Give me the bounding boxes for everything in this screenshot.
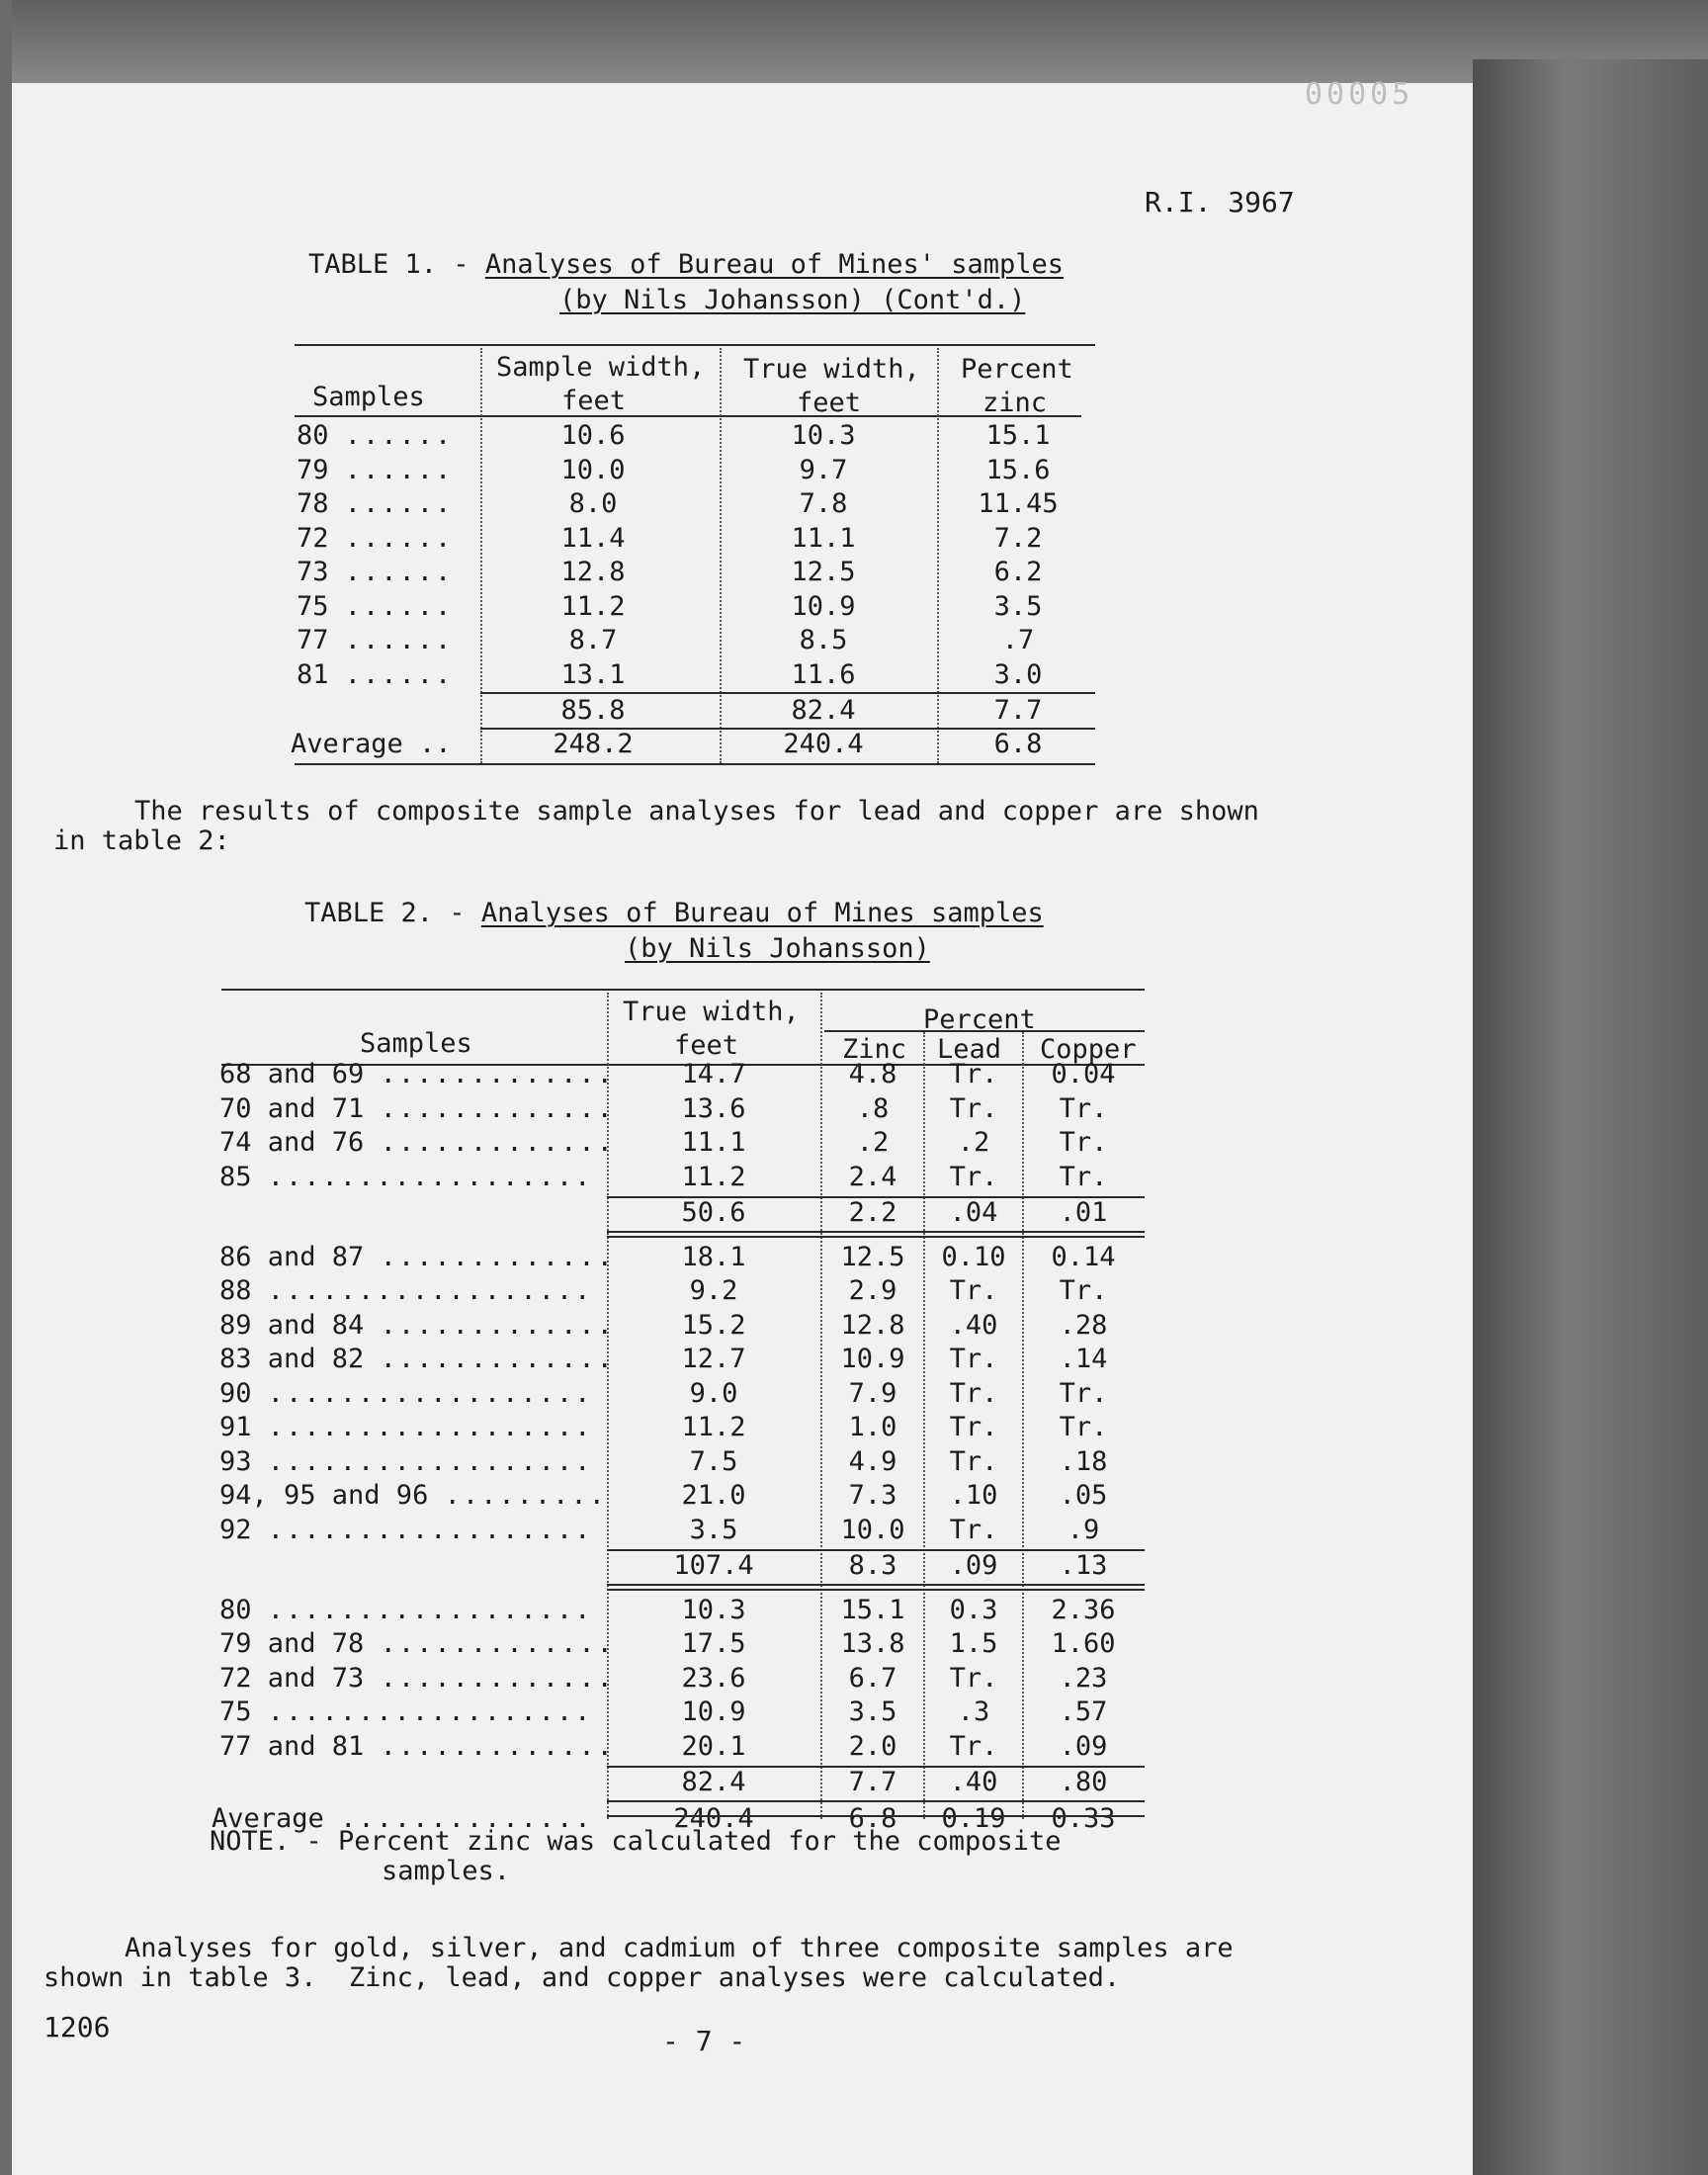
leader-dots: ............. bbox=[380, 1127, 615, 1158]
sample-label bbox=[297, 487, 453, 521]
table-row bbox=[0, 1241, 1186, 1274]
true-width-cell: 12.7 bbox=[681, 1344, 746, 1374]
leader-dots: ...... bbox=[344, 522, 454, 554]
zinc-cell: 7.2 bbox=[993, 522, 1043, 554]
sample-number: 92 bbox=[219, 1514, 252, 1545]
sample-number: 77 and 81 bbox=[219, 1730, 365, 1762]
report-id: R.I. 3967 bbox=[1145, 186, 1295, 218]
sample-label bbox=[297, 624, 453, 657]
subtotal-row bbox=[0, 1766, 1186, 1799]
lead-cell: Tr. bbox=[949, 1662, 998, 1694]
subtotal-lead-cell: .04 bbox=[949, 1197, 998, 1228]
table1-header-true-width: True width, bbox=[743, 354, 920, 385]
zinc-cell: 10.9 bbox=[840, 1344, 905, 1374]
table1-title bbox=[308, 249, 1064, 280]
sample-number: 86 and 87 bbox=[219, 1241, 365, 1272]
true-width-cell: 10.3 bbox=[791, 420, 856, 451]
zinc-cell: .7 bbox=[1001, 625, 1035, 655]
leader-dots: ............. bbox=[380, 1730, 615, 1762]
table-row bbox=[0, 556, 1186, 589]
leader-dots: ...... bbox=[344, 590, 454, 622]
sample-label bbox=[219, 1445, 592, 1479]
table1-header-sample-width-unit: feet bbox=[561, 386, 627, 416]
sample-label bbox=[297, 454, 453, 487]
sample-number: 89 and 84 bbox=[219, 1309, 365, 1341]
true-width-cell: 9.0 bbox=[689, 1377, 738, 1409]
subtotal-true-width-cell: 50.6 bbox=[681, 1197, 746, 1228]
table-row bbox=[0, 522, 1186, 556]
sample-number: 70 and 71 bbox=[219, 1092, 365, 1124]
table-row bbox=[0, 624, 1186, 657]
sample-label bbox=[297, 590, 453, 624]
table-row bbox=[0, 1594, 1186, 1627]
table1-header-rule bbox=[295, 415, 1081, 417]
copper-cell: Tr. bbox=[1059, 1092, 1108, 1124]
table-row bbox=[0, 1696, 1186, 1729]
table-row bbox=[0, 487, 1186, 521]
lead-cell: Tr. bbox=[949, 1344, 998, 1374]
sample-number: 88 bbox=[219, 1275, 252, 1306]
sample-number: 72 bbox=[297, 522, 329, 554]
sample-width-cell: 10.6 bbox=[560, 420, 626, 451]
sample-label bbox=[219, 1411, 592, 1444]
leader-dots: .................. bbox=[267, 1514, 593, 1545]
table-row bbox=[0, 1058, 1186, 1091]
table2-note-line1: NOTE. - Percent zinc was calculated for the composite bbox=[210, 1826, 1062, 1857]
table-row bbox=[0, 1377, 1186, 1411]
table1-subtotal-zinc: 7.7 bbox=[993, 695, 1043, 726]
sample-label bbox=[219, 1730, 615, 1764]
true-width-cell: 9.7 bbox=[799, 454, 848, 485]
sample-number: 73 bbox=[297, 557, 329, 587]
true-width-cell: 14.7 bbox=[681, 1059, 746, 1089]
subtotal-row bbox=[0, 1549, 1186, 1583]
paragraph1-line2: in table 2: bbox=[53, 826, 230, 856]
zinc-cell: 4.8 bbox=[848, 1059, 897, 1089]
copper-cell: 2.36 bbox=[1051, 1594, 1116, 1625]
lead-cell: Tr. bbox=[949, 1161, 998, 1192]
zinc-cell: .2 bbox=[856, 1127, 890, 1158]
sample-label bbox=[219, 1662, 615, 1696]
zinc-cell: 2.9 bbox=[848, 1275, 897, 1306]
table2-note-line2: samples. bbox=[382, 1856, 511, 1886]
table2-title-line2: (by Nils Johansson) bbox=[625, 933, 930, 964]
lead-cell: Tr. bbox=[949, 1445, 998, 1477]
table1-average-zinc: 6.8 bbox=[993, 729, 1043, 759]
leader-dots: ...... bbox=[344, 420, 454, 451]
sample-label bbox=[219, 1309, 615, 1343]
table1-subtotal-true-width: 82.4 bbox=[791, 695, 856, 726]
leader-dots: ......... bbox=[444, 1480, 607, 1511]
leader-dots: ...... bbox=[344, 488, 454, 519]
leader-dots: .................. bbox=[267, 1445, 593, 1477]
table1-average-true-width: 240.4 bbox=[783, 729, 864, 759]
true-width-cell: 18.1 bbox=[681, 1241, 746, 1272]
sample-number: 79 bbox=[297, 454, 329, 485]
table-row bbox=[0, 1662, 1186, 1696]
average-text: Average bbox=[212, 1802, 324, 1834]
leader-dots: ............. bbox=[380, 1059, 615, 1089]
copper-cell: .28 bbox=[1059, 1309, 1108, 1341]
true-width-cell: 11.6 bbox=[791, 658, 856, 690]
sample-number: 79 and 78 bbox=[219, 1628, 365, 1659]
sample-number: 75 bbox=[219, 1696, 252, 1727]
lead-cell: 0.10 bbox=[941, 1241, 1006, 1272]
sample-label bbox=[219, 1274, 592, 1308]
table-row bbox=[0, 1343, 1186, 1376]
sample-label bbox=[219, 1161, 592, 1194]
true-width-cell: 11.1 bbox=[791, 522, 856, 554]
sample-label bbox=[297, 419, 453, 453]
lead-cell: .10 bbox=[949, 1480, 998, 1511]
copper-cell: Tr. bbox=[1059, 1161, 1108, 1192]
sample-label bbox=[297, 658, 453, 692]
table1-top-rule bbox=[295, 344, 1095, 346]
sample-label bbox=[219, 1241, 615, 1274]
table2-header-true-width-unit: feet bbox=[674, 1030, 739, 1061]
table1-subtotal-sample-width: 85.8 bbox=[560, 695, 626, 726]
lead-cell: Tr. bbox=[949, 1377, 998, 1409]
copper-cell: .09 bbox=[1059, 1730, 1108, 1762]
table-row bbox=[0, 658, 1186, 692]
table1-header-zinc: zinc bbox=[982, 388, 1048, 418]
average-true-width-cell: 240.4 bbox=[673, 1802, 754, 1834]
zinc-cell: 15.1 bbox=[985, 420, 1051, 451]
table1-header-true-width-unit: feet bbox=[797, 388, 862, 418]
table2-header-zinc: Zinc bbox=[842, 1034, 907, 1065]
lead-cell: Tr. bbox=[949, 1412, 998, 1442]
sample-label bbox=[297, 556, 453, 589]
zinc-cell: 3.0 bbox=[993, 658, 1043, 690]
zinc-cell: 12.8 bbox=[840, 1309, 905, 1341]
group-rule bbox=[607, 1236, 1145, 1238]
subtotal-copper-cell: .01 bbox=[1059, 1197, 1108, 1228]
table1-average-row bbox=[0, 728, 1186, 761]
leader-dots: ............. bbox=[380, 1241, 615, 1272]
table1-header-percent: Percent bbox=[961, 354, 1073, 385]
page-number: - 7 - bbox=[662, 2025, 746, 2057]
table-row bbox=[0, 1411, 1186, 1444]
footer-code: 1206 bbox=[43, 2011, 111, 2044]
table-row bbox=[0, 1479, 1186, 1513]
zinc-cell: 6.2 bbox=[993, 557, 1043, 587]
true-width-cell: 10.9 bbox=[681, 1696, 746, 1727]
copper-cell: .14 bbox=[1059, 1344, 1108, 1374]
average-zinc-cell: 6.8 bbox=[848, 1802, 897, 1834]
group-rule bbox=[607, 1589, 1145, 1591]
copper-cell: .57 bbox=[1059, 1696, 1108, 1727]
sample-label bbox=[297, 522, 453, 556]
table2-title-prefix: TABLE 2. - bbox=[304, 898, 481, 928]
scan-top-border bbox=[0, 0, 1708, 87]
leader-dots: .................. bbox=[267, 1161, 593, 1192]
page-stamp: 00005 bbox=[1305, 77, 1414, 112]
sample-width-cell: 11.2 bbox=[560, 590, 626, 622]
leader-dots: .................. bbox=[267, 1412, 593, 1442]
zinc-cell: 11.45 bbox=[978, 488, 1059, 519]
sample-width-cell: 12.8 bbox=[560, 557, 626, 587]
copper-cell: 0.14 bbox=[1051, 1241, 1116, 1272]
subtotal-true-width-cell: 82.4 bbox=[681, 1767, 746, 1797]
sample-number: 83 and 82 bbox=[219, 1344, 365, 1374]
table1-title-prefix: TABLE 1. - bbox=[308, 249, 485, 280]
copper-cell: .9 bbox=[1067, 1514, 1100, 1545]
true-width-cell: 17.5 bbox=[681, 1628, 746, 1659]
zinc-cell: 4.9 bbox=[848, 1445, 897, 1477]
lead-cell: Tr. bbox=[949, 1514, 998, 1545]
true-width-cell: 23.6 bbox=[681, 1662, 746, 1694]
table2-header-samples: Samples bbox=[360, 1028, 472, 1059]
sample-label bbox=[219, 1092, 615, 1126]
average-copper-cell: 0.33 bbox=[1051, 1802, 1116, 1834]
true-width-cell: 15.2 bbox=[681, 1309, 746, 1341]
table2-header-lead: Lead bbox=[937, 1034, 1002, 1065]
table-row bbox=[0, 1627, 1186, 1661]
table2-title bbox=[304, 898, 1044, 928]
leader-dots: ...... bbox=[344, 658, 454, 690]
true-width-cell: 11.2 bbox=[681, 1161, 746, 1192]
paragraph1-line1: The results of composite sample analyses for lead and copper are shown bbox=[134, 796, 1259, 826]
sample-width-cell: 10.0 bbox=[560, 454, 626, 485]
leader-dots: ............. bbox=[380, 1662, 615, 1694]
table1-header-sample-width: Sample width, bbox=[496, 352, 706, 383]
subtotal-copper-cell: .13 bbox=[1059, 1550, 1108, 1581]
sample-number: 80 bbox=[297, 420, 329, 451]
subtotal-row bbox=[0, 1196, 1186, 1230]
sample-width-cell: 13.1 bbox=[560, 658, 626, 690]
table-row bbox=[0, 1274, 1186, 1308]
true-width-cell: 11.2 bbox=[681, 1412, 746, 1442]
zinc-cell: 10.0 bbox=[840, 1514, 905, 1545]
copper-cell: Tr. bbox=[1059, 1412, 1108, 1442]
zinc-cell: 3.5 bbox=[848, 1696, 897, 1727]
true-width-cell: 11.1 bbox=[681, 1127, 746, 1158]
paragraph2-line2: shown in table 3. Zinc, lead, and copper analyses were calculated. bbox=[43, 1962, 1121, 1993]
true-width-cell: 13.6 bbox=[681, 1092, 746, 1124]
true-width-cell: 7.8 bbox=[799, 488, 848, 519]
zinc-cell: 15.6 bbox=[985, 454, 1051, 485]
table-row bbox=[0, 454, 1186, 487]
zinc-cell: 3.5 bbox=[993, 590, 1043, 622]
leader-dots: ............. bbox=[380, 1344, 615, 1374]
table-row bbox=[0, 1309, 1186, 1343]
sample-number: 94, 95 and 96 bbox=[219, 1480, 429, 1511]
sample-number: 90 bbox=[219, 1377, 252, 1409]
table2-header-percent: Percent bbox=[923, 1004, 1036, 1035]
lead-cell: Tr. bbox=[949, 1730, 998, 1762]
leader-dots: ............. bbox=[380, 1092, 615, 1124]
sample-number: 72 and 73 bbox=[219, 1662, 365, 1694]
subtotal-true-width-cell: 107.4 bbox=[673, 1550, 754, 1581]
copper-cell: .23 bbox=[1059, 1662, 1108, 1694]
lead-cell: .3 bbox=[957, 1696, 990, 1727]
zinc-cell: 15.1 bbox=[840, 1594, 905, 1625]
zinc-cell: 6.7 bbox=[848, 1662, 897, 1694]
copper-cell: 0.04 bbox=[1051, 1059, 1116, 1089]
sample-number: 80 bbox=[219, 1594, 252, 1625]
sample-label bbox=[219, 1627, 615, 1661]
copper-cell: .05 bbox=[1059, 1480, 1108, 1511]
zinc-cell: 2.4 bbox=[848, 1161, 897, 1192]
leader-dots: .............. bbox=[340, 1802, 593, 1834]
true-width-cell: 12.5 bbox=[791, 557, 856, 587]
sample-number: 91 bbox=[219, 1412, 252, 1442]
table-row bbox=[0, 1092, 1186, 1126]
sample-number: 93 bbox=[219, 1445, 252, 1477]
table2-title-line1: Analyses of Bureau of Mines samples bbox=[480, 898, 1044, 928]
zinc-cell: 1.0 bbox=[848, 1412, 897, 1442]
lead-cell: Tr. bbox=[949, 1092, 998, 1124]
table-row bbox=[0, 590, 1186, 624]
zinc-cell: 7.3 bbox=[848, 1480, 897, 1511]
sample-label bbox=[219, 1479, 607, 1513]
table-row bbox=[0, 1445, 1186, 1479]
subtotal-zinc-cell: 8.3 bbox=[848, 1550, 897, 1581]
table1-title-line2: (by Nils Johansson) (Cont'd.) bbox=[559, 285, 1026, 315]
table-row bbox=[0, 1161, 1186, 1194]
sample-width-cell: 8.0 bbox=[568, 488, 618, 519]
subtotal-lead-cell: .40 bbox=[949, 1767, 998, 1797]
table1-header-samples: Samples bbox=[312, 382, 425, 412]
paragraph2-line1: Analyses for gold, silver, and cadmium of three composite samples are bbox=[125, 1933, 1234, 1963]
leader-dots: ...... bbox=[344, 625, 454, 655]
sample-number: 77 bbox=[297, 625, 329, 655]
leader-dots: ............. bbox=[380, 1309, 615, 1341]
zinc-cell: 13.8 bbox=[840, 1628, 905, 1659]
lead-cell: 0.3 bbox=[949, 1594, 998, 1625]
zinc-cell: 7.9 bbox=[848, 1377, 897, 1409]
leader-dots: ............. bbox=[380, 1628, 615, 1659]
table2-header-copper: Copper bbox=[1040, 1034, 1137, 1065]
sample-number: 68 and 69 bbox=[219, 1059, 365, 1089]
table-row bbox=[0, 1126, 1186, 1160]
true-width-cell: 20.1 bbox=[681, 1730, 746, 1762]
subtotal-zinc-cell: 7.7 bbox=[848, 1767, 897, 1797]
sample-number: 74 and 76 bbox=[219, 1127, 365, 1158]
sample-label bbox=[219, 1058, 615, 1091]
table-row bbox=[0, 419, 1186, 453]
true-width-cell: 9.2 bbox=[689, 1275, 738, 1306]
subtotal-lead-cell: .09 bbox=[949, 1550, 998, 1581]
leader-dots: .................. bbox=[267, 1696, 593, 1727]
sample-number: 81 bbox=[297, 658, 329, 690]
true-width-cell: 8.5 bbox=[799, 625, 848, 655]
sample-label bbox=[219, 1594, 592, 1627]
leader-dots: .................. bbox=[267, 1377, 593, 1409]
sample-width-cell: 11.4 bbox=[560, 522, 626, 554]
lead-cell: Tr. bbox=[949, 1275, 998, 1306]
true-width-cell: 3.5 bbox=[689, 1514, 738, 1545]
lead-cell: .40 bbox=[949, 1309, 998, 1341]
zinc-cell: 2.0 bbox=[848, 1730, 897, 1762]
true-width-cell: 7.5 bbox=[689, 1445, 738, 1477]
table-row bbox=[0, 1730, 1186, 1764]
leader-dots: ...... bbox=[344, 454, 454, 485]
copper-cell: 1.60 bbox=[1051, 1628, 1116, 1659]
sample-number: 85 bbox=[219, 1161, 252, 1192]
sample-label bbox=[219, 1343, 615, 1376]
zinc-cell: 12.5 bbox=[840, 1241, 905, 1272]
table1-average-label: Average .. bbox=[291, 729, 452, 759]
table1-title-line1: Analyses of Bureau of Mines' samples bbox=[484, 249, 1065, 280]
table1-subtitle bbox=[559, 285, 1025, 315]
leader-dots: .................. bbox=[267, 1594, 593, 1625]
sample-label bbox=[219, 1696, 592, 1729]
group-rule bbox=[607, 1231, 1145, 1233]
true-width-cell: 10.3 bbox=[681, 1594, 746, 1625]
true-width-cell: 10.9 bbox=[791, 590, 856, 622]
table1-bottom-rule bbox=[295, 763, 1095, 765]
table2-header-true-width: True width, bbox=[623, 997, 800, 1027]
table2-top-rule bbox=[221, 989, 1145, 991]
table1-subtotal-row bbox=[0, 694, 1186, 728]
lead-cell: 1.5 bbox=[949, 1628, 998, 1659]
zinc-cell: .8 bbox=[856, 1092, 890, 1124]
true-width-cell: 21.0 bbox=[681, 1480, 746, 1511]
sample-number: 78 bbox=[297, 488, 329, 519]
leader-dots: ...... bbox=[344, 557, 454, 587]
table2-subtitle bbox=[625, 933, 930, 964]
table-row bbox=[0, 1514, 1186, 1547]
group-rule bbox=[607, 1584, 1145, 1586]
copper-cell: Tr. bbox=[1059, 1275, 1108, 1306]
sample-label bbox=[219, 1126, 615, 1160]
copper-cell: Tr. bbox=[1059, 1127, 1108, 1158]
lead-cell: .2 bbox=[957, 1127, 990, 1158]
copper-cell: .18 bbox=[1059, 1445, 1108, 1477]
subtotal-copper-cell: .80 bbox=[1059, 1767, 1108, 1797]
average-lead-cell: 0.19 bbox=[941, 1802, 1006, 1834]
sample-number: 75 bbox=[297, 590, 329, 622]
scan-right-border bbox=[1473, 59, 1708, 2175]
table2-bottom-rule bbox=[607, 1815, 1145, 1817]
subtotal-zinc-cell: 2.2 bbox=[848, 1197, 897, 1228]
sample-label bbox=[219, 1514, 592, 1547]
table1-average-sample-width: 248.2 bbox=[553, 729, 634, 759]
copper-cell: Tr. bbox=[1059, 1377, 1108, 1409]
sample-label bbox=[219, 1377, 592, 1411]
leader-dots: .................. bbox=[267, 1275, 593, 1306]
sample-width-cell: 8.7 bbox=[568, 625, 618, 655]
lead-cell: Tr. bbox=[949, 1059, 998, 1089]
